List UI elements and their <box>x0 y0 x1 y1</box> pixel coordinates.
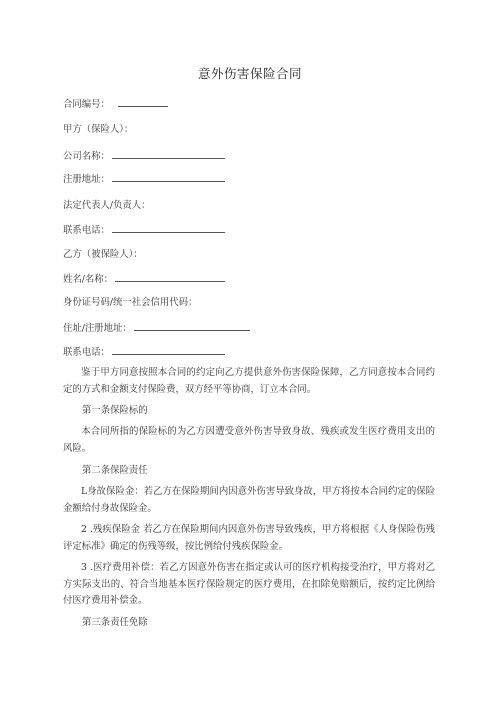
article-1-heading: 第一条保险标的 <box>82 405 148 416</box>
party-b-phone-blank <box>112 345 225 355</box>
contract-number-field <box>63 97 168 111</box>
party-a-phone-blank <box>112 223 225 233</box>
document-title: 意外伤害保险合同 <box>197 66 302 81</box>
registered-address-blank <box>112 172 225 182</box>
article-3-heading: 第三条责任免除 <box>82 617 148 628</box>
address-blank <box>134 321 250 331</box>
article-2-item-2-text: 2 .残疾保险金 若乙方在保险期间内因意外伤害导致残疾，甲方将根据《人身保险伤残评定标准》确定的伤残等级，按比例给付残疾保险金。 <box>63 524 435 552</box>
company-name-field <box>63 149 225 163</box>
contract-number-label: 合同编号： <box>63 99 110 110</box>
article-2-item-3-text: 3 .医疗费用补偿：若乙方因意外伤害在指定或认可的医疗机构接受治疗，甲方将对乙方实际支出的、符合当地基本医疗保险规定的医疗费用，在扣除免赔额后，按约定比例给付医疗费用补偿金。 <box>63 562 435 606</box>
contract-number-blank <box>118 97 168 107</box>
intro-text: 鉴于甲方同意按照本合同的约定向乙方提供意外伤害保险保障，乙方同意按本合同约定的方式和金额支付保险费，双方经平等协商，订立本合同。 <box>63 367 435 395</box>
company-name-blank <box>112 149 225 159</box>
party-b-phone-field <box>63 345 225 359</box>
name-field <box>63 272 225 286</box>
article-1-paragraph <box>63 424 435 457</box>
address-field <box>63 321 250 335</box>
address-label: 住址/注册地址： <box>63 323 132 334</box>
article-2-item-1 <box>63 484 435 517</box>
registered-address-field <box>63 172 225 186</box>
registered-address-label: 注册地址： <box>63 174 110 185</box>
article-2-item-1-text: L身故保险金：若乙方在保险期间内因意外伤害导致身故，甲方将按本合同约定的保险金额给付身故保险金。 <box>63 486 435 514</box>
party-a-phone-label: 联系电话： <box>63 225 110 236</box>
party-b-phone-label: 联系电话： <box>63 347 110 358</box>
article-2-item-2 <box>63 522 435 555</box>
name-label: 姓名/名称： <box>63 274 114 285</box>
intro-paragraph <box>63 365 435 398</box>
article-2-item-3 <box>63 560 435 610</box>
article-1-text: 本合同所指的保险标的为乙方因遭受意外伤害导致身故、残疾或发生医疗费用支出的风险。 <box>63 426 435 454</box>
article-2-heading: 第二条保险责任 <box>82 465 148 476</box>
party-b-heading: 乙方（被保险人）： <box>63 249 143 260</box>
party-a-heading: 甲方（保险人）： <box>63 124 134 135</box>
name-blank <box>115 272 225 282</box>
party-a-phone-field <box>63 223 225 237</box>
id-number-field: 身份证号码/统一社会信用代码： <box>63 297 198 308</box>
legal-representative-field: 法定代表人/负责人： <box>63 200 151 211</box>
company-name-label: 公司名称： <box>63 151 110 162</box>
